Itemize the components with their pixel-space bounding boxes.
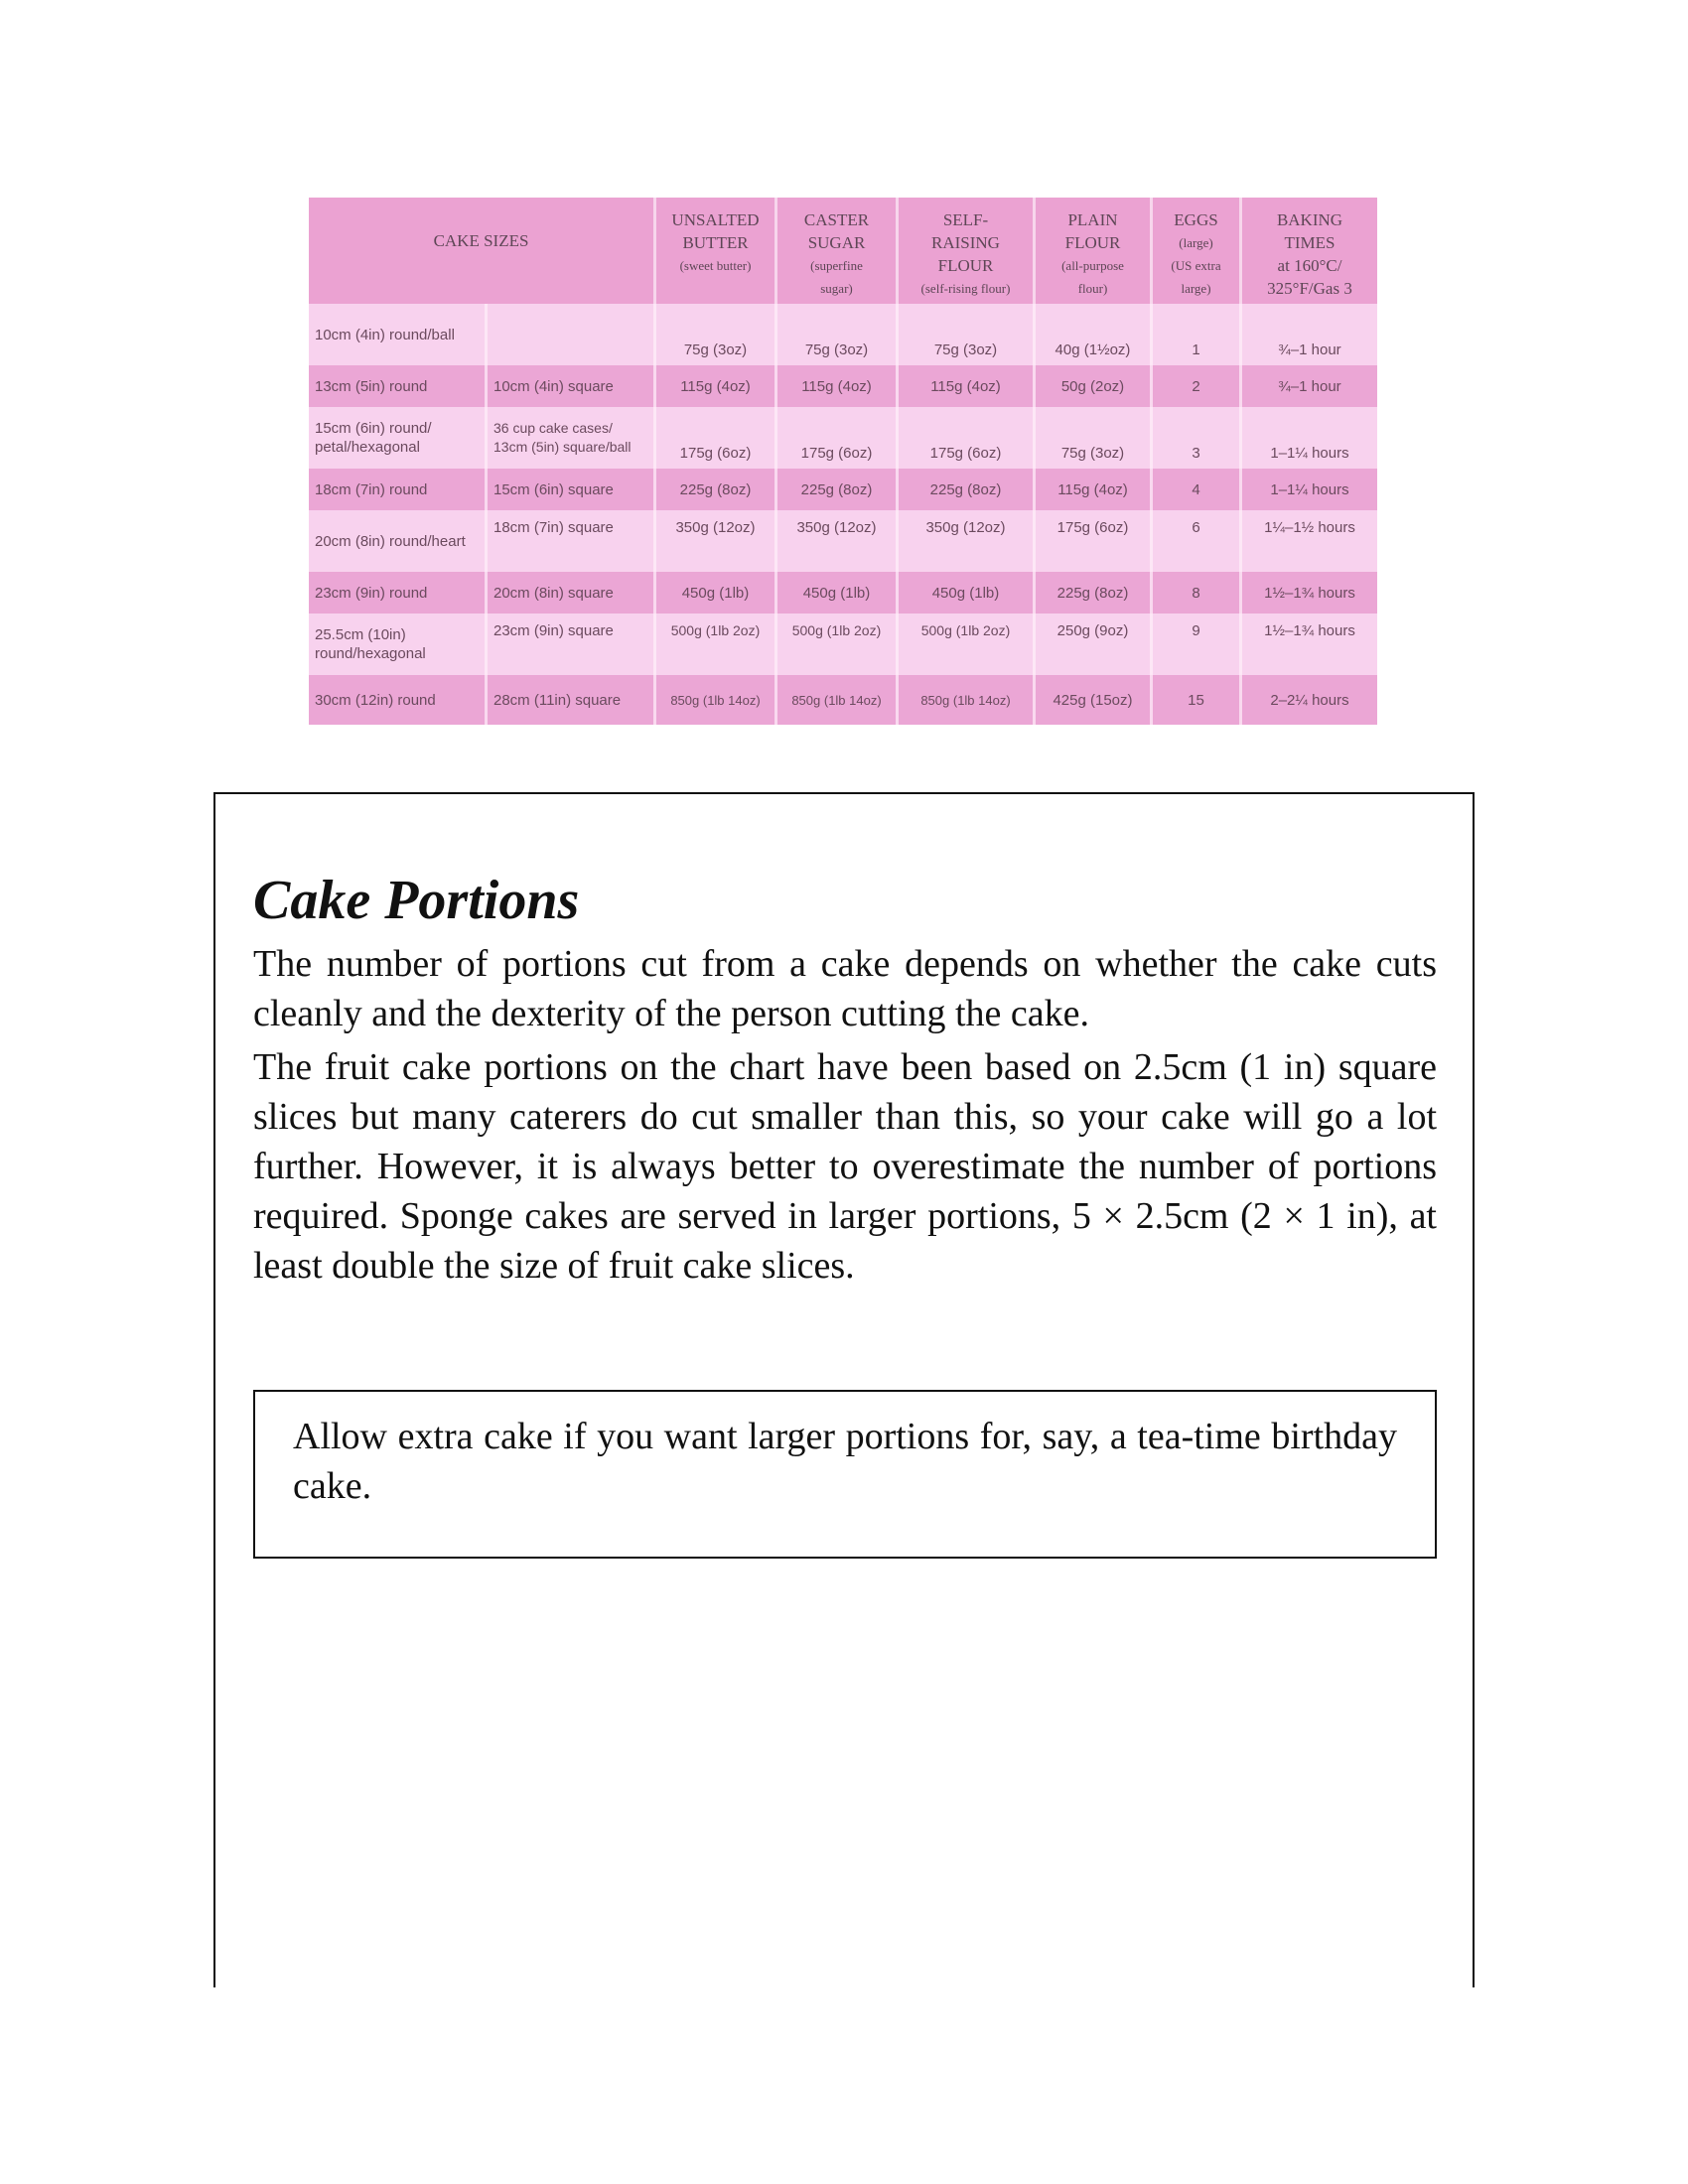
cell-round: 23cm (9in) round [309, 572, 488, 614]
cell-round: 18cm (7in) round [309, 469, 488, 510]
header-eggs-note1: (large) [1179, 235, 1213, 250]
cell-self-raising: 175g (6oz) [899, 407, 1036, 469]
cell-square: 20cm (8in) square [488, 572, 656, 614]
header-sugar [777, 198, 899, 304]
cell-sugar: 75g (3oz) [777, 304, 899, 365]
cell-round: 30cm (12in) round [309, 675, 488, 725]
cell-butter: 225g (8oz) [656, 469, 777, 510]
cell-round: 25.5cm (10in) round/hexagonal [309, 614, 488, 675]
cell-self-raising: 350g (12oz) [899, 510, 1036, 572]
cell-butter: 850g (1lb 14oz) [656, 675, 777, 725]
cell-baking: 1½–1¾ hours [1242, 614, 1377, 675]
cell-square: 36 cup cake cases/ 13cm (5in) square/ball [488, 407, 656, 469]
cell-eggs: 6 [1153, 510, 1242, 572]
header-pf-note [1040, 254, 1146, 300]
header-butter-note: (sweet butter) [679, 258, 752, 273]
cell-round: 10cm (4in) round/ball [309, 304, 488, 365]
header-eggs-note2: (US extra [1171, 258, 1221, 273]
cell-baking: 1¼–1½ hours [1242, 510, 1377, 572]
section-heading: Cake Portions [253, 870, 580, 931]
cell-plain-flour: 40g (1½oz) [1036, 304, 1153, 365]
cell-self-raising: 115g (4oz) [899, 365, 1036, 407]
header-pf-note2: flour) [1077, 281, 1108, 296]
cell-baking: 1½–1¾ hours [1242, 572, 1377, 614]
cell-plain-flour: 115g (4oz) [1036, 469, 1153, 510]
header-butter-line1: UNSALTED [671, 210, 760, 229]
header-eggs-line1: EGGS [1174, 210, 1218, 229]
header-pf-note1: (all-purpose [1061, 258, 1124, 273]
header-sugar-note1: (superfine [810, 258, 863, 273]
cell-sugar: 500g (1lb 2oz) [777, 614, 899, 675]
cell-square: 18cm (7in) square [488, 510, 656, 572]
cell-self-raising: 75g (3oz) [899, 304, 1036, 365]
cell-square: 23cm (9in) square [488, 614, 656, 675]
cell-eggs: 4 [1153, 469, 1242, 510]
paragraph-fruit-cake-portions: The fruit cake portions on the chart have been based on 2.5cm (1 in) square slices but many caterers do cut smaller than this, so your cake will go a lot further. However, it is always better to overestimate the number of portions required. Sponge cakes are served in larger portions, 5 × 2.5cm (2 × 1 in), at least double the size of fruit cake slices. [253, 1046, 1437, 1287]
cell-baking: 1–1¼ hours [1242, 469, 1377, 510]
header-sugar-line2: SUGAR [807, 233, 866, 252]
cell-butter: 450g (1lb) [656, 572, 777, 614]
cell-sugar: 225g (8oz) [777, 469, 899, 510]
header-eggs-note [1157, 231, 1235, 300]
cell-baking: ¾–1 hour [1242, 304, 1377, 365]
header-pf-line2: FLOUR [1064, 233, 1121, 252]
table-row [309, 365, 1377, 407]
header-bt-line3: at 160°C/ [1277, 256, 1342, 275]
header-sr-line2: RAISING [931, 233, 1000, 252]
cell-plain-flour: 50g (2oz) [1036, 365, 1153, 407]
table-row [309, 304, 1377, 365]
header-pf-line1: PLAIN [1067, 210, 1118, 229]
tip-box [253, 1390, 1437, 1559]
cell-sugar: 175g (6oz) [777, 407, 899, 469]
header-cake-sizes: CAKE SIZES [309, 198, 656, 304]
header-eggs [1153, 198, 1242, 304]
cell-butter: 115g (4oz) [656, 365, 777, 407]
cell-self-raising: 450g (1lb) [899, 572, 1036, 614]
cell-eggs: 1 [1153, 304, 1242, 365]
cake-size-table [309, 198, 1377, 725]
table-row [309, 572, 1377, 614]
header-self-raising [899, 198, 1036, 304]
cell-sugar: 115g (4oz) [777, 365, 899, 407]
cell-eggs: 8 [1153, 572, 1242, 614]
cell-sugar: 350g (12oz) [777, 510, 899, 572]
cell-square: 10cm (4in) square [488, 365, 656, 407]
cell-self-raising: 850g (1lb 14oz) [899, 675, 1036, 725]
cell-round: 15cm (6in) round/ petal/hexagonal [309, 407, 488, 469]
cell-butter: 175g (6oz) [656, 407, 777, 469]
table-row [309, 469, 1377, 510]
cell-self-raising: 500g (1lb 2oz) [899, 614, 1036, 675]
header-sugar-note2: sugar) [820, 281, 853, 296]
paragraph-portions-intro: The number of portions cut from a cake depends on whether the cake cuts cleanly and the dexterity of the person cutting the cake. [253, 943, 1437, 1034]
cell-plain-flour: 225g (8oz) [1036, 572, 1153, 614]
cell-square: 28cm (11in) square [488, 675, 656, 725]
header-bt-line1: BAKING [1276, 210, 1343, 229]
table-header-row [309, 198, 1377, 304]
tip-text: Allow extra cake if you want larger portions for, say, a tea-time birthday cake. [293, 1416, 1397, 1507]
header-sr-line1: SELF- [942, 210, 989, 229]
cake-portions-panel [213, 792, 1475, 1987]
header-sr-line3: FLOUR [937, 256, 994, 275]
cell-butter: 350g (12oz) [656, 510, 777, 572]
cell-baking: 1–1¼ hours [1242, 407, 1377, 469]
cell-round: 20cm (8in) round/heart [309, 510, 488, 572]
cell-square: 15cm (6in) square [488, 469, 656, 510]
cell-plain-flour: 250g (9oz) [1036, 614, 1153, 675]
cell-sugar: 450g (1lb) [777, 572, 899, 614]
cell-round: 13cm (5in) round [309, 365, 488, 407]
header-bt-line4: 325°F/Gas 3 [1267, 279, 1352, 298]
header-bt-line2: TIMES [1284, 233, 1336, 252]
table-row [309, 675, 1377, 725]
header-sugar-line1: CASTER [803, 210, 870, 229]
header-butter [656, 198, 777, 304]
cell-butter: 500g (1lb 2oz) [656, 614, 777, 675]
header-plain-flour [1036, 198, 1153, 304]
cell-plain-flour: 175g (6oz) [1036, 510, 1153, 572]
table-row [309, 614, 1377, 675]
cell-plain-flour: 75g (3oz) [1036, 407, 1153, 469]
cell-eggs: 3 [1153, 407, 1242, 469]
cell-self-raising: 225g (8oz) [899, 469, 1036, 510]
header-sugar-note [781, 254, 892, 300]
cell-sugar: 850g (1lb 14oz) [777, 675, 899, 725]
cell-eggs: 9 [1153, 614, 1242, 675]
cell-eggs: 15 [1153, 675, 1242, 725]
cell-square [488, 304, 656, 365]
header-baking-times [1242, 198, 1377, 304]
cell-plain-flour: 425g (15oz) [1036, 675, 1153, 725]
table-row [309, 407, 1377, 469]
cell-baking: 2–2¼ hours [1242, 675, 1377, 725]
cell-butter: 75g (3oz) [656, 304, 777, 365]
table-row [309, 510, 1377, 572]
cell-eggs: 2 [1153, 365, 1242, 407]
header-butter-line2: BUTTER [682, 233, 749, 252]
cell-baking: ¾–1 hour [1242, 365, 1377, 407]
header-sr-note: (self-rising flour) [920, 281, 1011, 296]
header-eggs-note3: large) [1181, 281, 1211, 296]
